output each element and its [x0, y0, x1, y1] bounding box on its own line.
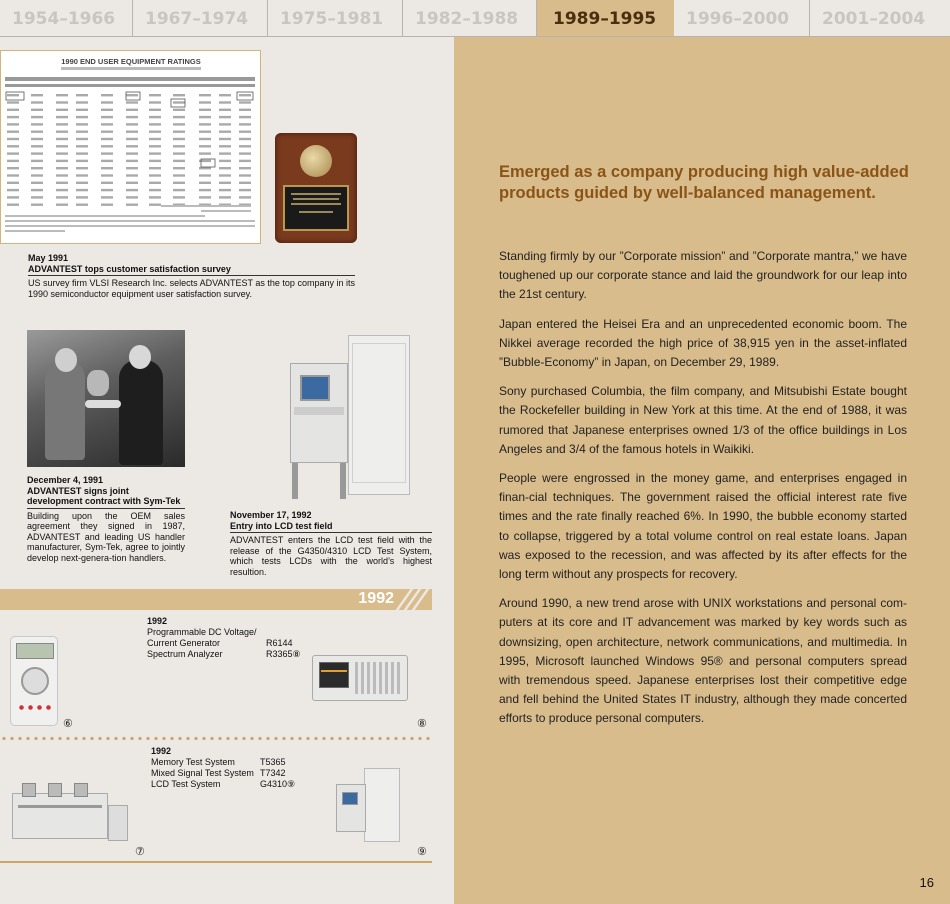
- products-year: 1992: [147, 616, 168, 626]
- ratings-cell: [7, 196, 19, 198]
- dotted-divider: [0, 736, 432, 741]
- ratings-cell: [149, 94, 161, 96]
- product-model: T7342: [260, 768, 286, 778]
- ratings-cell: [76, 123, 88, 125]
- article-paragraph: Standing firmly by our ”Corporate mission” and ”Corporate mantra,” we have toughened up our corporate stance and laid the groundwork for our leap into the 21st century.: [499, 249, 907, 302]
- ratings-cell: [126, 138, 138, 140]
- ratings-cell: [126, 131, 138, 133]
- product-model: R6144: [266, 638, 293, 648]
- ratings-cell: [219, 101, 231, 103]
- ratings-cell: [149, 145, 161, 147]
- products-1992-top: [147, 616, 301, 660]
- item-number-7: ⑦: [135, 846, 145, 858]
- era-tab-bar: [0, 0, 950, 37]
- ratings-cell: [173, 182, 185, 184]
- ratings-cell: [76, 138, 88, 140]
- ratings-cell: [173, 145, 185, 147]
- ratings-cell: [199, 94, 211, 96]
- product-name: LCD Test System: [151, 779, 221, 789]
- ratings-cell: [173, 138, 185, 140]
- caption-description: ADVANTEST enters the LCD test field with the release of the G4350/4310 LCD Test System, which tests LCDs with the world’s highest resultion.: [230, 535, 432, 577]
- ratings-cell: [76, 182, 88, 184]
- ratings-cell: [126, 94, 138, 96]
- ratings-cell: [199, 189, 211, 191]
- ratings-cell: [239, 116, 251, 118]
- ratings-cell: [173, 101, 185, 103]
- ratings-cell: [219, 145, 231, 147]
- ratings-cell: [31, 138, 43, 140]
- ratings-cell: [239, 167, 251, 169]
- product-model: R3365⑧: [266, 649, 301, 659]
- tab-1967-1974[interactable]: 1967–1974: [133, 0, 268, 37]
- caption-title: ADVANTEST tops customer satisfaction survey: [28, 264, 355, 277]
- ratings-cell: [31, 109, 43, 111]
- ratings-cell: [76, 189, 88, 191]
- ratings-cell: [56, 138, 68, 140]
- ratings-cell: [126, 152, 138, 154]
- ratings-cell: [56, 116, 68, 118]
- ratings-cell: [101, 174, 113, 176]
- ratings-cell: [239, 101, 251, 103]
- ratings-cell: [239, 138, 251, 140]
- ratings-cell: [239, 145, 251, 147]
- ratings-cell: [219, 94, 231, 96]
- ratings-cell: [76, 116, 88, 118]
- ratings-cell: [101, 94, 113, 96]
- ratings-cell: [219, 152, 231, 154]
- ratings-cell: [56, 160, 68, 162]
- ratings-cell: [101, 123, 113, 125]
- ratings-cell: [56, 145, 68, 147]
- ratings-cell: [7, 167, 19, 169]
- ratings-cell: [31, 101, 43, 103]
- ratings-cell: [199, 196, 211, 198]
- medal-icon: [300, 145, 332, 177]
- ratings-cell: [219, 196, 231, 198]
- year-bar-1992: [0, 589, 432, 610]
- ratings-cell: [76, 160, 88, 162]
- ratings-cell: [149, 196, 161, 198]
- ratings-cell: [173, 189, 185, 191]
- item-number-6: ⑥: [63, 718, 73, 730]
- ratings-cell: [31, 204, 43, 206]
- caption-description: US survey firm VLSI Research Inc. selects ADVANTEST as the top company in its 1990 semiconductor equipment user satisfaction survey.: [28, 278, 355, 299]
- tab-1996-2000[interactable]: 1996–2000: [674, 0, 810, 37]
- ratings-cell: [76, 167, 88, 169]
- ratings-cell: [173, 160, 185, 162]
- article-headline: Emerged as a company producing high value-added products guided by well-balanced management.: [499, 163, 909, 202]
- ratings-cell: [31, 94, 43, 96]
- ratings-cell: [7, 101, 19, 103]
- ratings-cell: [76, 145, 88, 147]
- products-table: [151, 757, 295, 790]
- ratings-cell: [239, 189, 251, 191]
- ratings-cell: [76, 94, 88, 96]
- ratings-cell: [31, 160, 43, 162]
- ratings-cell: [7, 138, 19, 140]
- ratings-cell: [239, 152, 251, 154]
- product-name: Memory Test System: [151, 757, 235, 767]
- ratings-cell: [31, 123, 43, 125]
- ratings-cell: [239, 196, 251, 198]
- tab-1975-1981[interactable]: 1975–1981: [268, 0, 403, 37]
- products-year: 1992: [151, 746, 172, 756]
- ratings-cell: [126, 204, 138, 206]
- ratings-cell: [101, 145, 113, 147]
- ratings-cell: [173, 167, 185, 169]
- ratings-cell: [149, 152, 161, 154]
- caption-may-1991: [28, 253, 355, 299]
- ratings-document-image: [0, 50, 261, 244]
- ratings-cell: [219, 123, 231, 125]
- ratings-cell: [101, 109, 113, 111]
- ratings-cell: [7, 174, 19, 176]
- ratings-cell: [31, 131, 43, 133]
- ratings-cell: [239, 174, 251, 176]
- ratings-cell: [31, 182, 43, 184]
- ratings-cell: [101, 101, 113, 103]
- ratings-cell: [76, 152, 88, 154]
- ratings-cell: [219, 160, 231, 162]
- ratings-cell: [173, 174, 185, 176]
- ratings-cell: [239, 182, 251, 184]
- ratings-cell: [56, 152, 68, 154]
- tab-1954-1966[interactable]: 1954–1966: [0, 0, 133, 37]
- product-model: T5365: [260, 757, 286, 767]
- ratings-cell: [7, 123, 19, 125]
- ratings-cell: [56, 204, 68, 206]
- ratings-cell: [7, 131, 19, 133]
- ratings-cell: [199, 174, 211, 176]
- ratings-title: 1990 END USER EQUIPMENT RATINGS: [61, 57, 201, 66]
- lcd-test-system-image: [288, 335, 414, 503]
- ratings-cell: [149, 123, 161, 125]
- ratings-cell: [56, 167, 68, 169]
- ratings-cell: [219, 109, 231, 111]
- ratings-cell: [76, 131, 88, 133]
- ratings-cell: [56, 189, 68, 191]
- ratings-cell: [126, 145, 138, 147]
- product-row: [151, 768, 295, 779]
- ratings-cell: [31, 174, 43, 176]
- spectrum-analyzer-image: [312, 655, 408, 701]
- ratings-cell: [101, 138, 113, 140]
- ratings-cell: [56, 109, 68, 111]
- caption-date: December 4, 1991: [27, 475, 104, 485]
- ratings-cell: [56, 196, 68, 198]
- product-row: [147, 627, 301, 649]
- ratings-cell: [56, 101, 68, 103]
- bottom-divider: [0, 861, 432, 863]
- ratings-cell: [149, 101, 161, 103]
- ratings-cell: [31, 196, 43, 198]
- ratings-cell: [7, 94, 19, 96]
- product-name: Mixed Signal Test System: [151, 768, 254, 778]
- ratings-table-graphic: [1, 51, 260, 243]
- ratings-cell: [101, 204, 113, 206]
- ratings-cell: [7, 109, 19, 111]
- ratings-cell: [101, 182, 113, 184]
- ratings-cell: [173, 123, 185, 125]
- ratings-cell: [149, 116, 161, 118]
- ratings-cell: [199, 152, 211, 154]
- ratings-cell: [31, 167, 43, 169]
- ratings-cell: [76, 196, 88, 198]
- ratings-cell: [239, 160, 251, 162]
- ratings-cell: [219, 131, 231, 133]
- article-paragraph: Around 1990, a new trend arose with UNIX workstations and personal com-puters at its core and IT advancement was marked by key words such as downsizing, open architecture, network communications, and multimedia. In 1995, Microsoft launched Windows 95® and personal computers spread with tremendous speed. Japanese enterprises lost their competitive edge and fell behind the United States IT industry, although they made concerted efforts to produce personal computers.: [499, 596, 907, 726]
- ratings-cell: [31, 189, 43, 191]
- ratings-cell: [56, 94, 68, 96]
- lcd-test-system-small-image: [334, 768, 402, 846]
- ratings-cell: [149, 204, 161, 206]
- products-1992-bottom: [151, 746, 295, 790]
- article-panel: [454, 37, 950, 904]
- article-body: [499, 247, 907, 739]
- product-row: [147, 649, 301, 660]
- caption-title: Entry into LCD test field: [230, 521, 432, 534]
- ratings-cell: [56, 131, 68, 133]
- tab-1982-1988[interactable]: 1982–1988: [403, 0, 537, 37]
- item-number-8: ⑧: [417, 718, 427, 730]
- ratings-cell: [126, 167, 138, 169]
- ratings-cell: [199, 109, 211, 111]
- multimeter-image: [10, 636, 58, 726]
- ratings-cell: [149, 109, 161, 111]
- ratings-cell: [239, 94, 251, 96]
- ratings-cell: [56, 123, 68, 125]
- ratings-cell: [76, 109, 88, 111]
- ratings-cell: [126, 160, 138, 162]
- ratings-cell: [126, 182, 138, 184]
- ratings-cell: [149, 174, 161, 176]
- product-name: Programmable DC Voltage/ Current Generator: [147, 627, 257, 648]
- handshake-photo: [27, 330, 185, 467]
- ratings-cell: [126, 174, 138, 176]
- ratings-cell: [7, 189, 19, 191]
- caption-nov-1992: [230, 510, 432, 577]
- ratings-cell: [219, 174, 231, 176]
- caption-description: Building upon the OEM sales agreement they signed in 1987, ADVANTEST and leading US handler manufacturer, Sym-Tek, agree to jointly develop next-genera-tion handlers.: [27, 510, 185, 563]
- ratings-cell: [31, 116, 43, 118]
- ratings-cell: [56, 182, 68, 184]
- ratings-cell: [149, 131, 161, 133]
- ratings-cell: [7, 116, 19, 118]
- memory-test-system-image: [12, 783, 130, 843]
- ratings-cell: [199, 101, 211, 103]
- caption-title: ADVANTEST signs joint development contract with Sym-Tek: [27, 486, 185, 509]
- caption-date: November 17, 1992: [230, 510, 312, 520]
- ratings-cell: [199, 138, 211, 140]
- ratings-cell: [219, 182, 231, 184]
- ratings-cell: [199, 131, 211, 133]
- ratings-cell: [173, 116, 185, 118]
- ratings-cell: [101, 167, 113, 169]
- ratings-cell: [126, 109, 138, 111]
- ratings-cell: [239, 123, 251, 125]
- item-number-9: ⑨: [417, 846, 427, 858]
- ratings-cell: [239, 109, 251, 111]
- ratings-cell: [149, 160, 161, 162]
- ratings-cell: [7, 182, 19, 184]
- ratings-cell: [76, 204, 88, 206]
- ratings-cell: [56, 174, 68, 176]
- ratings-cell: [126, 196, 138, 198]
- ratings-cell: [7, 204, 19, 206]
- article-paragraph: Japan entered the Heisei Era and an unprecedented economic boom. The Nikkei average recorded the high price of 38,915 yen in the asset-inflated ”Bubble-Economy” in Japan, on December 29, 1989.: [499, 316, 907, 370]
- ratings-cell: [7, 145, 19, 147]
- year-label: 1992: [358, 590, 394, 607]
- ratings-cell: [149, 138, 161, 140]
- product-model: G4310⑨: [260, 779, 296, 789]
- product-row: [151, 779, 295, 790]
- plaque-engraving: [283, 185, 349, 231]
- ratings-cell: [199, 116, 211, 118]
- ratings-cell: [219, 116, 231, 118]
- ratings-cell: [7, 160, 19, 162]
- caption-dec-1991: [27, 475, 185, 563]
- ratings-cell: [76, 101, 88, 103]
- ratings-cell: [126, 116, 138, 118]
- ratings-cell: [219, 189, 231, 191]
- ratings-cell: [126, 101, 138, 103]
- ratings-cell: [126, 123, 138, 125]
- ratings-cell: [149, 167, 161, 169]
- ratings-cell: [239, 131, 251, 133]
- product-name: Spectrum Analyzer: [147, 649, 223, 659]
- ratings-cell: [101, 131, 113, 133]
- ratings-cell: [101, 152, 113, 154]
- ratings-cell: [101, 196, 113, 198]
- ratings-cell: [173, 152, 185, 154]
- tab-2001-2004[interactable]: 2001–2004: [822, 8, 926, 29]
- page-number: 16: [919, 875, 934, 890]
- ratings-cell: [219, 138, 231, 140]
- ratings-cell: [173, 131, 185, 133]
- ratings-cell: [101, 189, 113, 191]
- tab-1989-1995[interactable]: 1989–1995: [537, 0, 674, 37]
- caption-date: May 1991: [28, 253, 69, 263]
- ratings-cell: [199, 145, 211, 147]
- product-row: [151, 757, 295, 768]
- ratings-cell: [31, 145, 43, 147]
- article-paragraph: People were engrossed in the money game, and enterprises engaged in finan-cial techniques. The government raised the official interest rate five times and the rate finally reached 6%. In 1990, the bubble economy started to collapse, triggered by a total volume control on real estate loans. Japan was exposed to the recession, and was affected by its after effects for the long term without any prospects for recovery.: [499, 471, 907, 582]
- ratings-cell: [101, 160, 113, 162]
- ratings-cell: [126, 189, 138, 191]
- ratings-cell: [149, 189, 161, 191]
- ratings-cell: [173, 109, 185, 111]
- award-plaque-image: [275, 133, 357, 243]
- ratings-cell: [101, 116, 113, 118]
- ratings-cell: [7, 152, 19, 154]
- ratings-cell: [173, 196, 185, 198]
- ratings-cell: [149, 182, 161, 184]
- products-table: [147, 627, 301, 660]
- decor-slash: [412, 589, 430, 610]
- ratings-cell: [199, 123, 211, 125]
- ratings-cell: [219, 167, 231, 169]
- ratings-cell: [76, 174, 88, 176]
- ratings-cell: [31, 152, 43, 154]
- ratings-cell: [173, 94, 185, 96]
- ratings-cell: [199, 182, 211, 184]
- article-paragraph: Sony purchased Columbia, the film company, and Mitsubishi Estate bought the Rockefeller building in New York at this time. At the end of 1988, it was rumored that Japanese enterprises owned 1/3 of the office buildings in Los Angeles and 3/4 of the famous hotels in Waikiki.: [499, 384, 907, 456]
